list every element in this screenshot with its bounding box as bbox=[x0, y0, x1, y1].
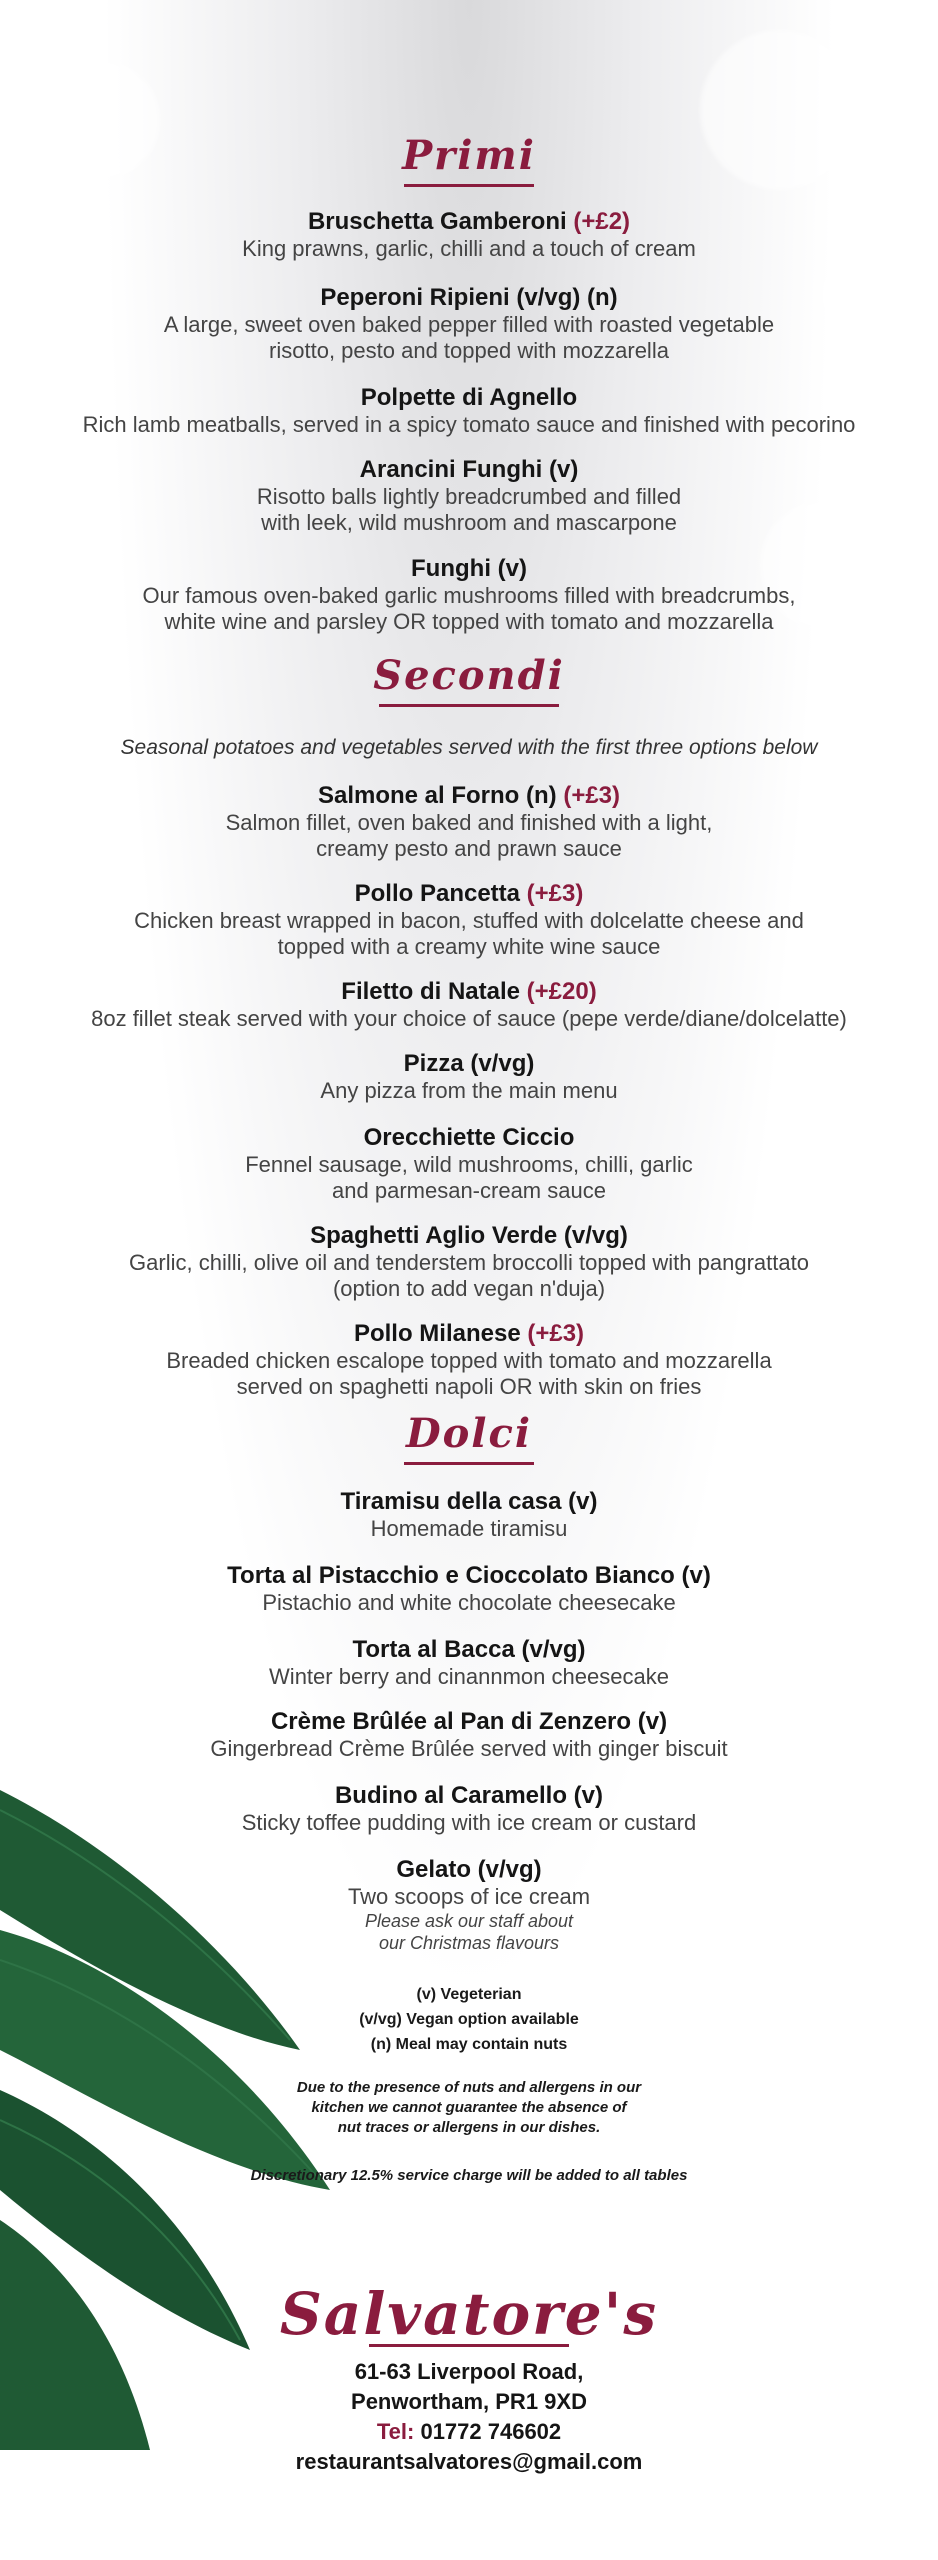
item-description: Rich lamb meatballs, served in a spicy tomato sauce and finished with pecorino bbox=[82, 412, 856, 437]
item-description: A large, sweet oven baked pepper filled with roasted vegetable risotto, pesto and topped with mozzarella bbox=[163, 312, 775, 363]
item-price: (+£2) bbox=[573, 208, 631, 235]
section-title-secondi: Secondi bbox=[373, 652, 565, 699]
item-name: Polpette di Agnello bbox=[360, 384, 578, 411]
item-description: Winter berry and cinannmon cheesecake bbox=[269, 1664, 669, 1689]
item-description: Two scoops of ice cream bbox=[347, 1884, 591, 1909]
item-name: Pizza (v/vg) bbox=[403, 1050, 535, 1077]
footer bbox=[0, 2280, 938, 2477]
allergen-notice: Due to the presence of nuts and allergens in our kitchen we cannot guarantee the absence of nut traces or allergens in our dishes. bbox=[296, 2079, 642, 2136]
menu-item bbox=[0, 1222, 938, 1302]
item-description: Salmon fillet, oven baked and finished with a light, creamy pesto and prawn sauce bbox=[225, 810, 713, 861]
item-description: Breaded chicken escalope topped with tomato and mozzarella served on spaghetti napoli OR with skin on fries bbox=[166, 1348, 772, 1399]
item-name: Orecchiette Ciccio bbox=[363, 1124, 575, 1151]
item-price: (+£3) bbox=[563, 782, 621, 809]
menu-item bbox=[0, 1856, 938, 1954]
item-name: Salmone al Forno (n) bbox=[317, 782, 557, 809]
restaurant-logo: Salvatore's bbox=[279, 2280, 659, 2348]
menu-item bbox=[0, 1124, 938, 1204]
item-name: Torta al Pistacchio e Cioccolato Bianco (v) bbox=[227, 1562, 711, 1589]
menu-item bbox=[0, 1708, 938, 1762]
menu-item bbox=[0, 284, 938, 364]
section-divider bbox=[404, 1462, 534, 1465]
tel-number[interactable]: 01772 746602 bbox=[420, 2419, 562, 2444]
item-description: Homemade tiramisu bbox=[370, 1516, 568, 1541]
item-description: Garlic, chilli, olive oil and tenderstem broccolli topped with pangrattato (option to add vegan n'duja) bbox=[129, 1250, 809, 1301]
section-title-primi: Primi bbox=[402, 132, 536, 179]
menu-item bbox=[0, 1782, 938, 1836]
item-description: Risotto balls lightly breadcrumbed and filled with leek, wild mushroom and mascarpone bbox=[256, 484, 682, 535]
secondi-note: Seasonal potatoes and vegetables served with the first three options below bbox=[120, 736, 818, 759]
menu-item bbox=[0, 1488, 938, 1542]
secondi-section bbox=[0, 652, 938, 707]
item-description: Sticky toffee pudding with ice cream or custard bbox=[241, 1810, 697, 1835]
item-description: Any pizza from the main menu bbox=[320, 1078, 618, 1103]
tel-label: Tel: bbox=[376, 2419, 415, 2444]
dietary-legend bbox=[0, 1982, 938, 2057]
menu-item bbox=[0, 456, 938, 536]
service-charge-notice: Discretionary 12.5% service charge will be added to all tables bbox=[250, 2167, 688, 2184]
item-name: Pollo Milanese bbox=[353, 1320, 521, 1347]
address-line1: 61-63 Liverpool Road, bbox=[354, 2359, 584, 2384]
address-line2: Penwortham, PR1 9XD bbox=[351, 2389, 587, 2414]
primi-section bbox=[0, 132, 938, 187]
section-divider bbox=[379, 704, 559, 707]
item-name: Tiramisu della casa (v) bbox=[340, 1488, 598, 1515]
item-price: (+£3) bbox=[526, 880, 584, 907]
menu-item bbox=[0, 1320, 938, 1400]
item-description: Fennel sausage, wild mushrooms, chilli, garlic and parmesan-cream sauce bbox=[245, 1152, 693, 1203]
item-description: 8oz fillet steak served with your choice of sauce (pepe verde/diane/dolcelatte) bbox=[91, 1006, 847, 1031]
item-name: Crème Brûlée al Pan di Zenzero (v) bbox=[270, 1708, 668, 1735]
menu-item bbox=[0, 208, 938, 262]
menu-item bbox=[0, 782, 938, 862]
item-extra-note: Please ask our staff about our Christmas flavours bbox=[364, 1911, 574, 1953]
menu-item bbox=[0, 1636, 938, 1690]
item-name: Funghi (v) bbox=[411, 555, 527, 582]
item-price: (+£3) bbox=[527, 1320, 585, 1347]
menu-item bbox=[0, 384, 938, 438]
menu-item bbox=[0, 555, 938, 635]
item-description: Pistachio and white chocolate cheesecake bbox=[262, 1590, 676, 1615]
item-name: Pollo Pancetta bbox=[354, 880, 520, 907]
section-title-dolci: Dolci bbox=[405, 1410, 533, 1457]
legend-vegan: (v/vg) Vegan option available bbox=[359, 2011, 579, 2028]
dolci-section bbox=[0, 1410, 938, 1465]
email-link[interactable]: restaurantsalvatores@gmail.com bbox=[295, 2449, 643, 2474]
legend-vegetarian: (v) Vegeterian bbox=[416, 1986, 522, 2003]
item-name: Bruschetta Gamberoni bbox=[307, 208, 567, 235]
item-description: Gingerbread Crème Brûlée served with ginger biscuit bbox=[210, 1736, 728, 1761]
item-description: Chicken breast wrapped in bacon, stuffed with dolcelatte cheese and topped with a creamy white wine sauce bbox=[134, 908, 804, 959]
item-name: Torta al Bacca (v/vg) bbox=[352, 1636, 586, 1663]
item-description: King prawns, garlic, chilli and a touch of cream bbox=[242, 236, 696, 261]
item-name: Filetto di Natale bbox=[341, 978, 520, 1005]
item-name: Gelato (v/vg) bbox=[396, 1856, 542, 1883]
item-description: Our famous oven-baked garlic mushrooms filled with breadcrumbs, white wine and parsley OR topped with tomato and mozzarella bbox=[142, 583, 796, 634]
item-name: Budino al Caramello (v) bbox=[334, 1782, 604, 1809]
menu-item bbox=[0, 978, 938, 1032]
telephone bbox=[0, 2417, 938, 2447]
section-divider bbox=[404, 184, 534, 187]
item-name: Spaghetti Aglio Verde (v/vg) bbox=[310, 1222, 628, 1249]
menu-item bbox=[0, 1562, 938, 1616]
menu-item bbox=[0, 1050, 938, 1104]
menu-item bbox=[0, 880, 938, 960]
item-price: (+£20) bbox=[526, 978, 597, 1005]
item-name: Arancini Funghi (v) bbox=[359, 456, 579, 483]
legend-nuts: (n) Meal may contain nuts bbox=[370, 2036, 568, 2053]
item-name: Peperoni Ripieni (v/vg) (n) bbox=[320, 284, 618, 311]
